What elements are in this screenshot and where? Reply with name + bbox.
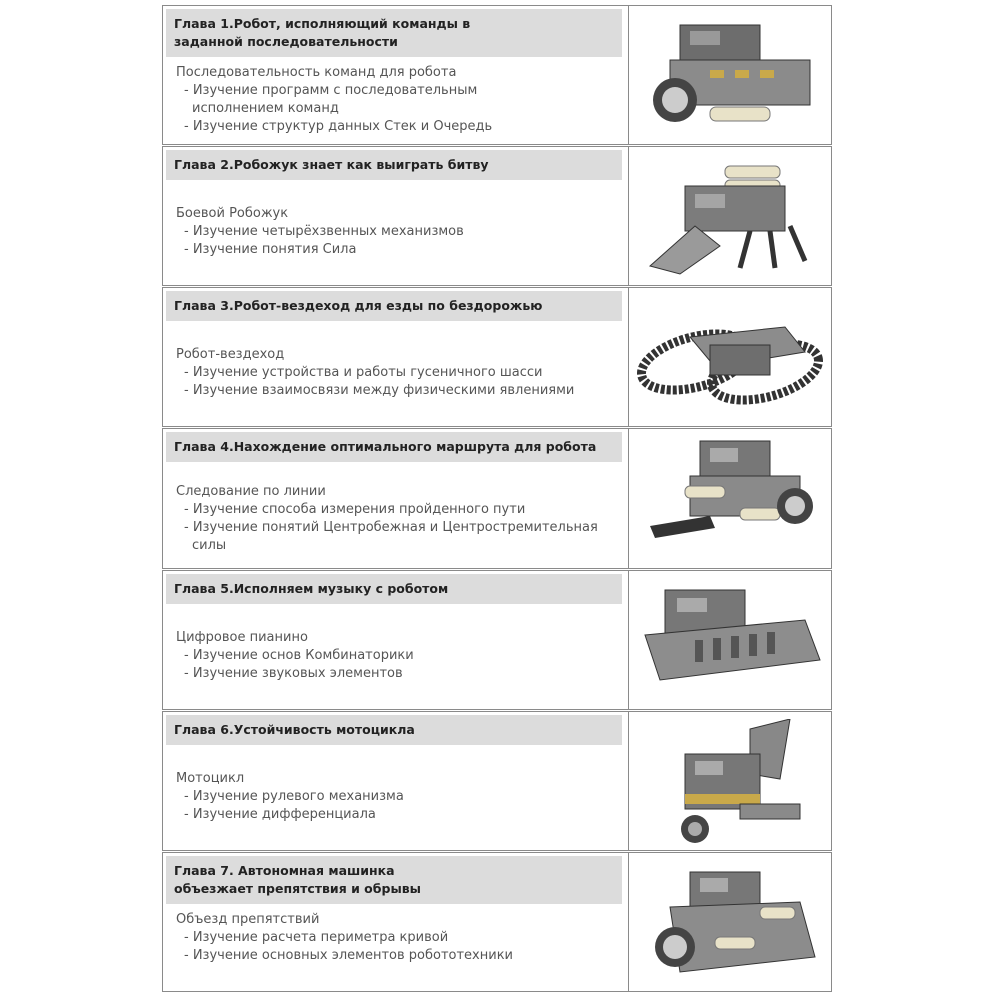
autonomous-car-icon	[640, 862, 820, 982]
chapter-row-2	[162, 146, 832, 286]
chapter-body	[176, 346, 574, 400]
chapter-item: силы	[192, 538, 227, 553]
chapter-row-1	[162, 5, 832, 145]
chapter-title	[166, 432, 622, 462]
chapter-text-cell	[163, 429, 629, 568]
chapter-title	[166, 715, 622, 745]
tracked-vehicle-icon	[635, 297, 825, 417]
chapter-item: - Изучение основных элементов робототехники	[184, 948, 513, 963]
chapter-title	[166, 150, 622, 180]
chapter-title-line1: Глава 5.Исполняем музыку с роботом	[174, 581, 449, 596]
chapter-image-cell	[629, 712, 831, 850]
robot-icon	[640, 15, 820, 135]
chapter-item: - Изучение расчета периметра кривой	[184, 930, 449, 945]
chapter-item: - Изучение звуковых элементов	[184, 666, 403, 681]
chapter-title	[166, 291, 622, 321]
motorcycle-icon	[640, 719, 820, 844]
chapter-row-3	[162, 287, 832, 427]
chapter-title-line1: Глава 6.Устойчивость мотоцикла	[174, 722, 415, 737]
chapter-row-6	[162, 711, 832, 851]
chapter-image-cell	[629, 288, 831, 426]
chapter-body	[176, 911, 513, 965]
chapter-text-cell	[163, 853, 629, 991]
chapter-item: - Изучение устройства и работы гусеничного шасси	[184, 365, 543, 380]
chapter-row-5	[162, 570, 832, 710]
chapter-text-cell	[163, 147, 629, 285]
chapter-item: исполнением команд	[192, 101, 339, 116]
chapter-item: - Изучение способа измерения пройденного пути	[184, 502, 526, 517]
chapter-image-cell	[629, 6, 831, 144]
piano-robot-icon	[635, 580, 825, 700]
chapter-body	[176, 629, 414, 683]
robobug-icon	[640, 156, 820, 276]
chapter-title-line1: Глава 2.Робожук знает как выиграть битву	[174, 157, 489, 172]
chapter-title-line1: Глава 3.Робот-вездеход для езды по бездорожью	[174, 298, 543, 313]
chapter-item: - Изучение понятия Сила	[184, 242, 357, 257]
chapter-subtitle: Цифровое пианино	[176, 630, 308, 645]
chapter-body	[176, 64, 492, 136]
chapter-title	[166, 856, 622, 904]
chapter-title-line1: Глава 1.Робот, исполняющий команды в	[174, 16, 471, 31]
chapter-subtitle: Робот-вездеход	[176, 347, 285, 362]
chapter-item: - Изучение взаимосвязи между физическими явлениями	[184, 383, 575, 398]
chapter-item: - Изучение дифференциала	[184, 807, 376, 822]
chapter-image-cell	[629, 147, 831, 285]
chapter-image-cell	[629, 429, 831, 568]
chapter-title-line2: объезжает препятствия и обрывы	[174, 881, 421, 896]
chapter-row-7	[162, 852, 832, 992]
chapter-title-line2: заданной последовательности	[174, 34, 398, 49]
chapter-subtitle: Мотоцикл	[176, 771, 245, 786]
chapter-subtitle: Объезд препятствий	[176, 912, 320, 927]
chapter-title-line1: Глава 4.Нахождение оптимального маршрута для робота	[174, 439, 597, 454]
chapter-item: - Изучение понятий Центробежная и Центростремительная	[184, 520, 598, 535]
chapter-subtitle: Следование по линии	[176, 484, 326, 499]
chapter-item: - Изучение четырёхзвенных механизмов	[184, 224, 464, 239]
chapter-text-cell	[163, 6, 629, 144]
chapter-row-4	[162, 428, 832, 569]
chapter-body	[176, 205, 464, 259]
chapter-item: - Изучение программ с последовательным	[184, 83, 478, 98]
chapter-text-cell	[163, 288, 629, 426]
chapter-text-cell	[163, 712, 629, 850]
chapter-title	[166, 574, 622, 604]
chapter-title-line1: Глава 7. Автономная машинка	[174, 863, 395, 878]
chapter-image-cell	[629, 571, 831, 709]
chapter-item: - Изучение структур данных Стек и Очередь	[184, 119, 493, 134]
chapter-subtitle: Последовательность команд для робота	[176, 65, 457, 80]
chapter-body	[176, 770, 404, 824]
chapter-body	[176, 483, 598, 555]
chapter-subtitle: Боевой Робожук	[176, 206, 289, 221]
chapter-image-cell	[629, 853, 831, 991]
chapter-text-cell	[163, 571, 629, 709]
line-follower-icon	[640, 436, 820, 561]
chapter-item: - Изучение рулевого механизма	[184, 789, 404, 804]
chapter-item: - Изучение основ Комбинаторики	[184, 648, 414, 663]
chapter-title	[166, 9, 622, 57]
